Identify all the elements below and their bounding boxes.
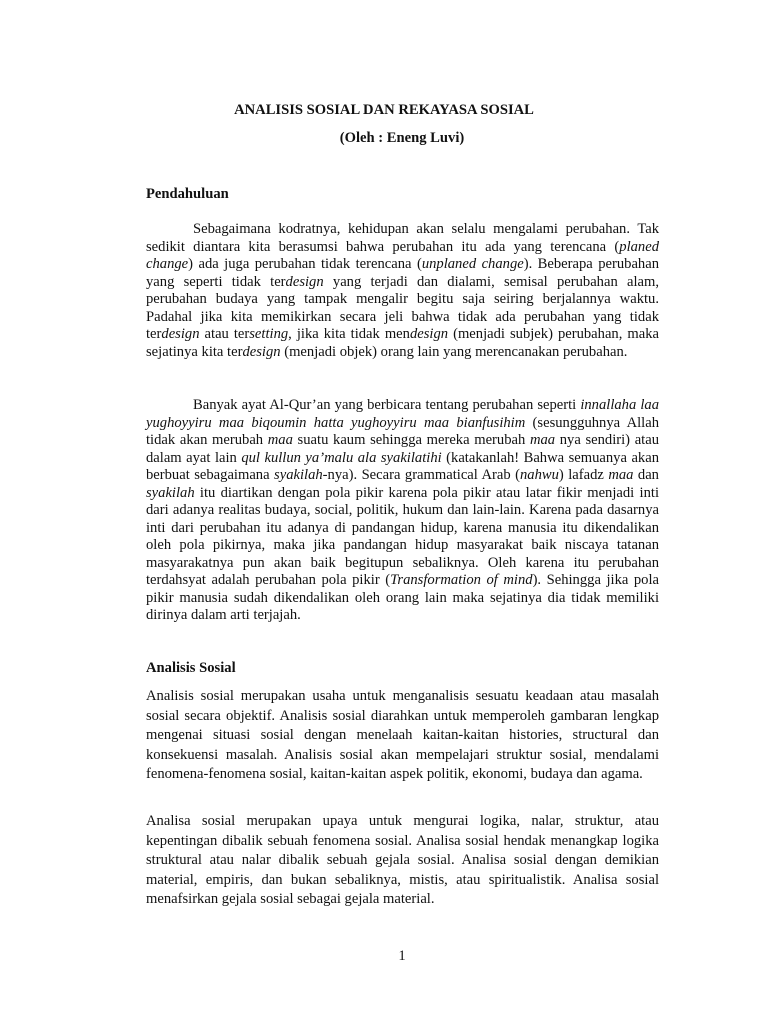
paragraph-pendahuluan-2 <box>146 397 659 625</box>
text-run: atau ter <box>199 326 250 342</box>
italic-text-run: design <box>409 326 449 342</box>
italic-text-run: Transformation of mind <box>390 572 533 588</box>
text-run: ) ada juga perubahan tidak terencana ( <box>188 256 422 272</box>
italic-text-run: qul kullun ya’malu ala syakilatihi <box>241 449 442 466</box>
text-run: suatu kaum sehingga mereka merubah <box>292 432 530 448</box>
text-run: itu diartikan dengan pola pikir karena pola pikir atau latar fikir menjadi inti dari adanya realitas budaya, social, politik, hukum dan lain-lain. Karena pada dasarnya inti dari perubahan itu adanya di pandangan hidup, karena manusia itu dikendalikan oleh pola pikirnya, maka jika pandangan hidup masyarakat baik niscaya tatanan masyarakatnya pun akan baik begitupun sebaliknya. Oleh karena itu perubahan terdahsyat adalah perubahan pola pikir ( <box>146 484 659 588</box>
document-author: (Oleh : Eneng Luvi) <box>339 130 465 146</box>
italic-text-run: maa <box>267 432 293 448</box>
italic-text-run: planed change <box>146 238 659 272</box>
italic-text-run: syakilah <box>146 484 195 501</box>
italic-text-run: design <box>242 343 281 360</box>
text-run: Analisis sosial merupakan usaha untuk menganalisis sesuatu keadaan atau masalah sosial secara objektif. Analisis sosial diarahkan untuk memperoleh gambaran lengkap mengenai situasi sosial dengan menelaah kaitan-kaitan histories, structural dan konsekuensi masalah. Analisis sosial akan mempelajari struktur sosial, mendalami fenomena-fenomena sosial, kaitan-kaitan aspek politik, ekonomi, budaya dan agama. <box>146 688 659 782</box>
paragraph-pendahuluan-1 <box>146 221 659 361</box>
text-run: , jika kita tidak men <box>288 326 410 342</box>
text-run: Analisa sosial merupakan upaya untuk mengurai logika, nalar, struktur, atau kepentingan dibalik sebuah fenomena sosial. Analisa sosial hendak menangkap logika struktural atau nalar dibalik sebuah gejala sosial. Analisa sosial dengan demikian material, empiris, dan bukan sebaliknya, mistis, atau spiritualistik. Analisa sosial menafsirkan gejala sosial sebagai gejala material. <box>146 813 659 907</box>
text-run: (menjadi subjek) perubahan, maka sejatinya kita ter <box>146 326 659 360</box>
italic-text-run: unplaned change <box>421 256 524 272</box>
section-heading-pendahuluan: Pendahuluan <box>146 186 229 202</box>
text-run: -nya). Secara grammatical Arab ( <box>322 467 520 483</box>
section-heading-analisis-sosial: Analisis Sosial <box>146 660 236 676</box>
italic-text-run: maa <box>608 467 634 483</box>
text-run: ). Sehingga jika pola pikir manusia sudah dikendalikan oleh orang lain maka sejatinya dia tidak memiliki dirinya dalam arti terjajah. <box>146 572 660 623</box>
text-run: (menjadi objek) orang lain yang merencanakan perubahan. <box>280 343 628 360</box>
text-run: ) lafadz <box>558 467 609 483</box>
italic-text-run: syakilah <box>274 467 323 483</box>
text-run: Banyak ayat Al-Qur’an yang berbicara tentang perubahan seperti <box>193 397 581 413</box>
text-run: Sebagaimana kodratnya, kehidupan akan selalu mengalami perubahan. Tak sedikit diantara kita berasumsi bahwa perubahan itu ada yang terencana ( <box>146 221 659 255</box>
text-run: (sesungguhnya Allah tidak akan merubah <box>146 414 659 448</box>
document-title: ANALISIS SOSIAL DAN REKAYASA SOSIAL <box>234 102 534 118</box>
text-run: dan <box>633 467 659 483</box>
italic-text-run: design <box>285 273 324 290</box>
text-run: (katakanlah! Bahwa semuanya akan berbuat sebagaimana <box>146 449 659 483</box>
italic-text-run: setting <box>249 326 289 342</box>
italic-text-run: design <box>161 326 200 342</box>
text-run: ). Beberapa perubahan yang seperti tidak ter <box>146 256 659 290</box>
text-run: yang terjadi dan dialami, semisal perubahan alam, perubahan budaya yang tampak mengalir begitu saja seiring berjalannya waktu. Padahal jika kita memikirkan secara jeli bahwa tidak ada perubahan yang tidak ter <box>146 273 659 342</box>
page-number: 1 <box>398 948 406 964</box>
italic-text-run: nahwu <box>519 467 559 483</box>
paragraph-analisis-2 <box>146 812 659 910</box>
italic-text-run: maa <box>529 432 556 448</box>
text-run: nya sendiri) atau dalam ayat lain <box>146 432 659 466</box>
paragraph-analisis-1 <box>146 687 659 785</box>
italic-text-run: innallaha laa yughoyyiru maa biqoumin hatta yughoyyiru maa bianfusihim <box>146 397 660 431</box>
